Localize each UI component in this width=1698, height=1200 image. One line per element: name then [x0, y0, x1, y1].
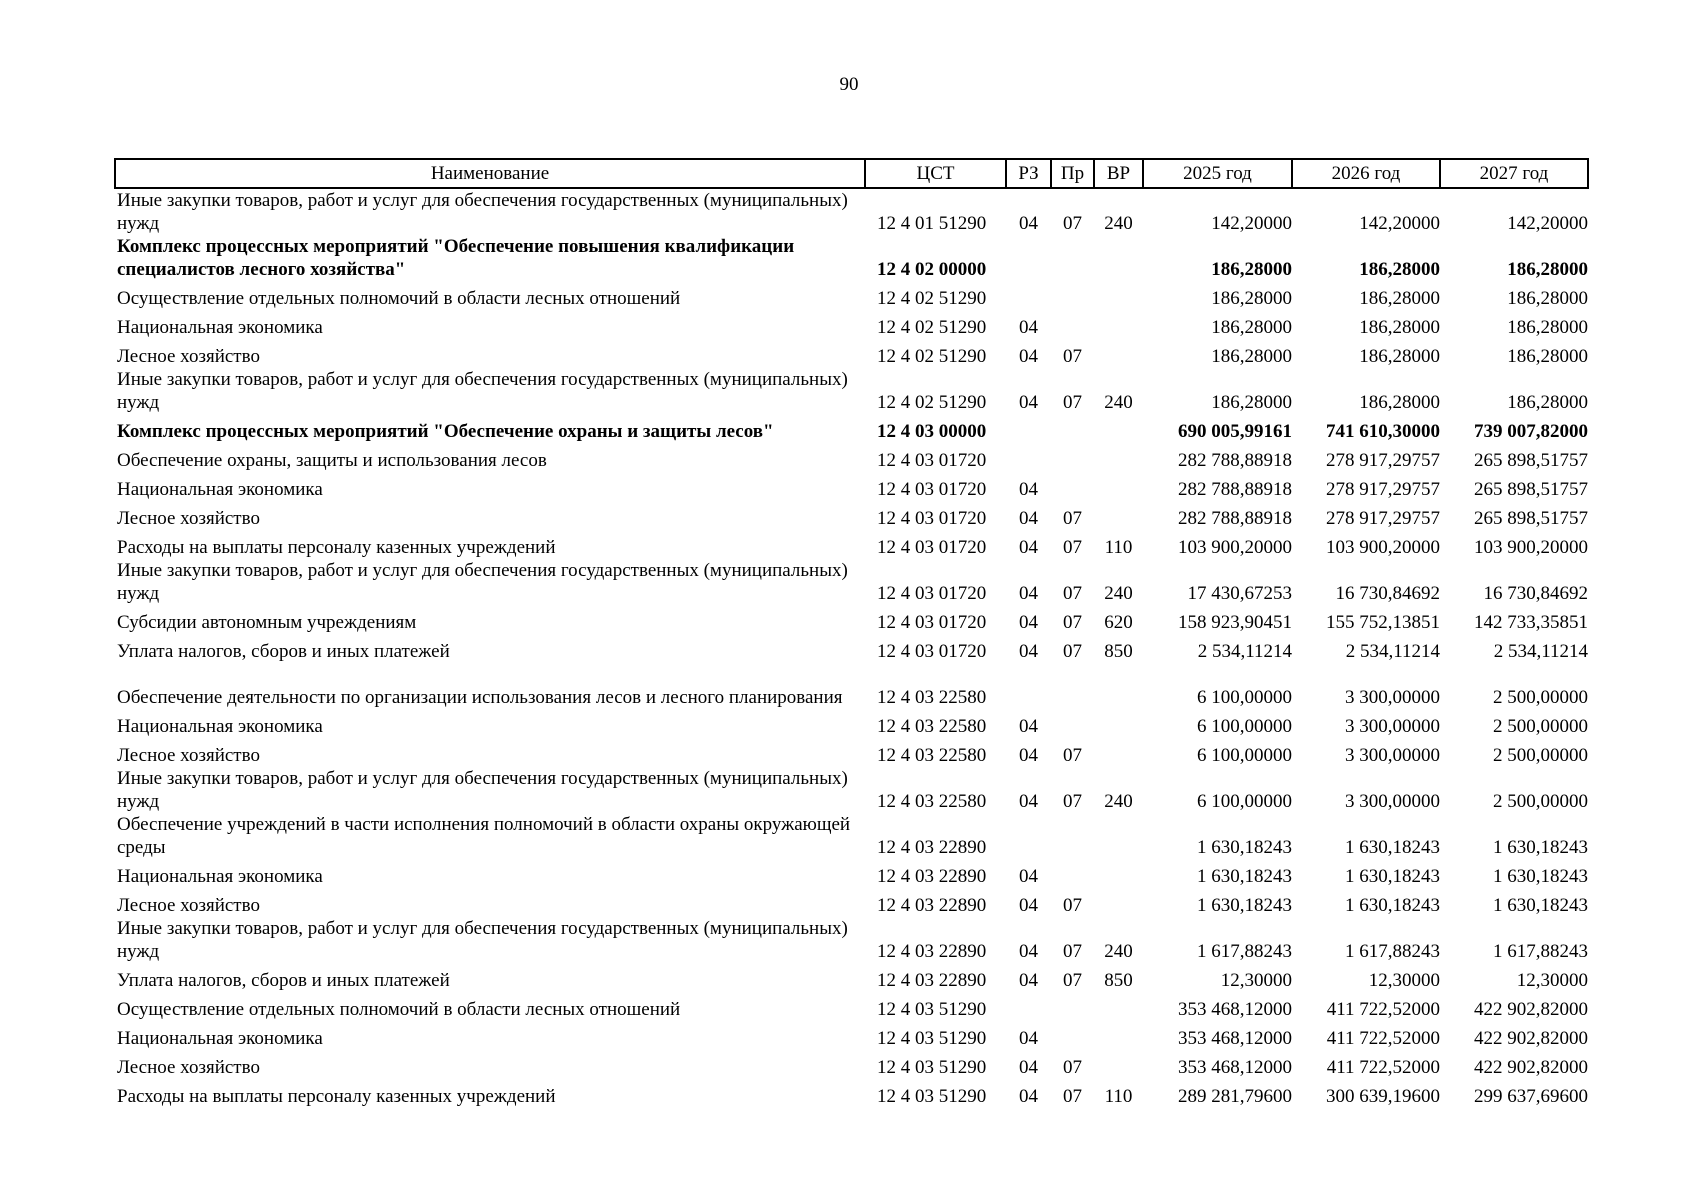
cell-2026: 3 300,00000 [1345, 745, 1440, 766]
cell-2025: 186,28000 [1211, 317, 1292, 338]
cell-2025: 353 468,12000 [1178, 1028, 1292, 1049]
cell-cst: 12 4 02 51290 [877, 392, 987, 413]
cell-2026: 741 610,30000 [1326, 421, 1440, 442]
cell-2027: 1 630,18243 [1493, 895, 1588, 916]
cell-name: Обеспечение деятельности по организации использования лесов и лесного планирования [117, 687, 843, 708]
cell-pr [1051, 709, 1094, 738]
table-row [115, 1021, 1588, 1050]
cell-pr: 07 [1063, 970, 1082, 991]
header-pr: Пр [1051, 159, 1094, 188]
cell-cst: 12 4 03 01720 [877, 612, 987, 633]
cell-2026: 411 722,52000 [1326, 999, 1440, 1020]
cell-rz: 04 [1019, 641, 1038, 662]
cell-2026: 155 752,13851 [1326, 612, 1440, 633]
cell-name: Осуществление отдельных полномочий в области лесных отношений [117, 288, 681, 309]
cell-2025: 6 100,00000 [1197, 716, 1292, 737]
cell-rz: 04 [1019, 745, 1038, 766]
cell-2027: 422 902,82000 [1474, 1028, 1588, 1049]
table-row [115, 368, 1588, 414]
cell-rz: 04 [1019, 1086, 1038, 1107]
cell-name: Иные закупки товаров, работ и услуг для обеспечения государственных (муниципальных) нужд [117, 918, 848, 962]
table-header-row [115, 159, 1588, 188]
cell-name: Комплекс процессных мероприятий "Обеспечение охраны и защиты лесов" [117, 421, 774, 442]
cell-cst: 12 4 02 51290 [877, 288, 987, 309]
cell-2026: 12,30000 [1368, 970, 1440, 991]
cell-2027: 265 898,51757 [1474, 508, 1588, 529]
cell-name: Уплата налогов, сборов и иных платежей [117, 641, 450, 662]
cell-pr [1051, 663, 1094, 709]
cell-rz: 04 [1019, 941, 1038, 962]
cell-rz: 04 [1019, 612, 1038, 633]
cell-vr [1094, 859, 1143, 888]
cell-2026: 278 917,29757 [1326, 508, 1440, 529]
cell-2027: 142 733,35851 [1474, 612, 1588, 633]
cell-2025: 12,30000 [1220, 970, 1292, 991]
cell-rz: 04 [1019, 213, 1038, 234]
table-row [115, 472, 1588, 501]
cell-2026: 3 300,00000 [1345, 687, 1440, 708]
cell-pr [1051, 472, 1094, 501]
cell-vr: 110 [1104, 1086, 1133, 1107]
cell-pr [1051, 813, 1094, 859]
header-cst: ЦСТ [865, 159, 1006, 188]
cell-rz: 04 [1019, 1057, 1038, 1078]
table-row [115, 1050, 1588, 1079]
cell-2026: 16 730,84692 [1335, 583, 1440, 604]
cell-2025: 282 788,88918 [1178, 508, 1292, 529]
cell-2025: 6 100,00000 [1197, 687, 1292, 708]
cell-2025: 2 534,11214 [1197, 641, 1292, 662]
cell-2026: 2 534,11214 [1345, 641, 1440, 662]
cell-vr [1094, 472, 1143, 501]
cell-vr [1094, 738, 1143, 767]
cell-rz: 04 [1019, 537, 1038, 558]
cell-cst: 12 4 02 51290 [877, 317, 987, 338]
cell-2026: 300 639,19600 [1326, 1086, 1440, 1107]
cell-rz [1006, 813, 1051, 859]
cell-name: Иные закупки товаров, работ и услуг для обеспечения государственных (муниципальных) нужд [117, 369, 848, 413]
cell-name: Лесное хозяйство [117, 895, 260, 916]
cell-name: Лесное хозяйство [117, 508, 260, 529]
cell-vr [1094, 992, 1143, 1021]
budget-table [114, 158, 1589, 1108]
cell-2026: 1 630,18243 [1345, 895, 1440, 916]
cell-cst: 12 4 03 01720 [877, 537, 987, 558]
cell-2026: 186,28000 [1359, 392, 1440, 413]
cell-2026: 1 617,88243 [1345, 941, 1440, 962]
cell-vr [1094, 663, 1143, 709]
cell-2026: 103 900,20000 [1326, 537, 1440, 558]
cell-pr [1051, 310, 1094, 339]
cell-2025: 186,28000 [1211, 259, 1292, 280]
cell-pr: 07 [1063, 612, 1082, 633]
table-row [115, 235, 1588, 281]
cell-2027: 2 500,00000 [1493, 716, 1588, 737]
cell-2027: 1 630,18243 [1493, 837, 1588, 858]
cell-2025: 282 788,88918 [1178, 479, 1292, 500]
cell-2025: 1 617,88243 [1197, 941, 1292, 962]
cell-cst: 12 4 03 22580 [877, 716, 987, 737]
cell-name: Иные закупки товаров, работ и услуг для обеспечения государственных (муниципальных) нужд [117, 560, 848, 604]
cell-name: Лесное хозяйство [117, 346, 260, 367]
cell-name: Лесное хозяйство [117, 745, 260, 766]
cell-2027: 299 637,69600 [1474, 1086, 1588, 1107]
cell-rz: 04 [1019, 508, 1038, 529]
header-vr: ВР [1094, 159, 1143, 188]
cell-2026: 3 300,00000 [1345, 791, 1440, 812]
cell-2027: 422 902,82000 [1474, 1057, 1588, 1078]
cell-pr: 07 [1063, 508, 1082, 529]
cell-vr [1094, 1021, 1143, 1050]
cell-vr [1094, 443, 1143, 472]
cell-pr: 07 [1063, 392, 1082, 413]
cell-name: Комплекс процессных мероприятий "Обеспечение повышения квалификации специалистов лесного хозяйства" [117, 236, 795, 280]
cell-rz: 04 [1019, 479, 1038, 500]
cell-cst: 12 4 03 01720 [877, 641, 987, 662]
cell-2027: 1 630,18243 [1493, 866, 1588, 887]
cell-2025: 6 100,00000 [1197, 791, 1292, 812]
cell-name: Расходы на выплаты персоналу казенных учреждений [117, 1086, 556, 1107]
cell-name: Иные закупки товаров, работ и услуг для обеспечения государственных (муниципальных) нужд [117, 190, 848, 234]
cell-name: Уплата налогов, сборов и иных платежей [117, 970, 450, 991]
cell-vr [1094, 1050, 1143, 1079]
cell-cst: 12 4 03 22580 [877, 791, 987, 812]
cell-rz [1006, 281, 1051, 310]
cell-pr [1051, 859, 1094, 888]
header-rz: РЗ [1006, 159, 1051, 188]
table-row [115, 188, 1588, 235]
cell-2027: 186,28000 [1507, 346, 1588, 367]
table-row [115, 443, 1588, 472]
cell-cst: 12 4 03 22890 [877, 970, 987, 991]
cell-name: Субсидии автономным учреждениям [117, 612, 417, 633]
cell-rz: 04 [1019, 791, 1038, 812]
cell-pr: 07 [1063, 1086, 1082, 1107]
cell-cst: 12 4 03 22890 [877, 866, 987, 887]
cell-2025: 289 281,79600 [1178, 1086, 1292, 1107]
cell-2025: 186,28000 [1211, 288, 1292, 309]
cell-pr: 07 [1063, 213, 1082, 234]
cell-rz: 04 [1019, 583, 1038, 604]
cell-cst: 12 4 03 51290 [877, 1086, 987, 1107]
cell-2027: 186,28000 [1507, 259, 1588, 280]
cell-cst: 12 4 03 22580 [877, 687, 987, 708]
table-row [115, 888, 1588, 917]
cell-2027: 1 617,88243 [1493, 941, 1588, 962]
cell-2027: 739 007,82000 [1474, 421, 1588, 442]
cell-vr [1094, 501, 1143, 530]
cell-pr [1051, 414, 1094, 443]
cell-2027: 186,28000 [1507, 288, 1588, 309]
page-number: 90 [839, 74, 859, 95]
cell-name: Лесное хозяйство [117, 1057, 260, 1078]
cell-2026: 186,28000 [1359, 317, 1440, 338]
cell-cst: 12 4 02 51290 [877, 346, 987, 367]
cell-cst: 12 4 03 01720 [877, 450, 987, 471]
cell-2026: 411 722,52000 [1326, 1057, 1440, 1078]
cell-rz [1006, 414, 1051, 443]
cell-pr: 07 [1063, 641, 1082, 662]
cell-cst: 12 4 01 51290 [877, 213, 987, 234]
cell-cst: 12 4 03 22580 [877, 745, 987, 766]
cell-2026: 1 630,18243 [1345, 837, 1440, 858]
cell-name: Осуществление отдельных полномочий в области лесных отношений [117, 999, 681, 1020]
cell-2027: 2 534,11214 [1493, 641, 1588, 662]
header-2025: 2025 год [1143, 159, 1292, 188]
cell-2026: 278 917,29757 [1326, 450, 1440, 471]
cell-cst: 12 4 03 51290 [877, 999, 987, 1020]
cell-2026: 142,20000 [1359, 213, 1440, 234]
cell-2026: 411 722,52000 [1326, 1028, 1440, 1049]
cell-2026: 3 300,00000 [1345, 716, 1440, 737]
cell-name: Национальная экономика [117, 716, 323, 737]
cell-cst: 12 4 03 51290 [877, 1057, 987, 1078]
cell-pr [1051, 992, 1094, 1021]
cell-rz [1006, 443, 1051, 472]
cell-2025: 186,28000 [1211, 392, 1292, 413]
cell-rz [1006, 992, 1051, 1021]
cell-rz: 04 [1019, 716, 1038, 737]
cell-vr [1094, 888, 1143, 917]
cell-2027: 103 900,20000 [1474, 537, 1588, 558]
cell-2025: 17 430,67253 [1187, 583, 1292, 604]
cell-pr: 07 [1063, 745, 1082, 766]
table-row [115, 634, 1588, 663]
cell-pr [1051, 1021, 1094, 1050]
cell-vr [1094, 709, 1143, 738]
cell-cst: 12 4 03 51290 [877, 1028, 987, 1049]
cell-2025: 353 468,12000 [1178, 1057, 1292, 1078]
table-row [115, 1079, 1588, 1108]
cell-vr: 240 [1104, 583, 1133, 604]
cell-name: Национальная экономика [117, 1028, 323, 1049]
cell-2025: 1 630,18243 [1197, 895, 1292, 916]
cell-2025: 186,28000 [1211, 346, 1292, 367]
cell-cst: 12 4 03 22890 [877, 837, 987, 858]
cell-cst: 12 4 03 22890 [877, 941, 987, 962]
cell-vr: 620 [1104, 612, 1133, 633]
cell-2027: 265 898,51757 [1474, 479, 1588, 500]
cell-pr: 07 [1063, 791, 1082, 812]
cell-name: Расходы на выплаты персоналу казенных учреждений [117, 537, 556, 558]
cell-rz [1006, 663, 1051, 709]
cell-2026: 186,28000 [1359, 346, 1440, 367]
cell-2025: 690 005,99161 [1178, 421, 1292, 442]
cell-rz: 04 [1019, 317, 1038, 338]
cell-2025: 158 923,90451 [1178, 612, 1292, 633]
cell-2025: 353 468,12000 [1178, 999, 1292, 1020]
cell-2027: 142,20000 [1507, 213, 1588, 234]
cell-pr: 07 [1063, 346, 1082, 367]
table-row [115, 501, 1588, 530]
cell-2027: 422 902,82000 [1474, 999, 1588, 1020]
cell-rz: 04 [1019, 895, 1038, 916]
table-row [115, 339, 1588, 368]
table-row [115, 530, 1588, 559]
cell-2027: 2 500,00000 [1493, 791, 1588, 812]
cell-name: Иные закупки товаров, работ и услуг для обеспечения государственных (муниципальных) нужд [117, 768, 848, 812]
cell-2025: 282 788,88918 [1178, 450, 1292, 471]
cell-name: Национальная экономика [117, 479, 323, 500]
cell-rz: 04 [1019, 392, 1038, 413]
table-row [115, 605, 1588, 634]
cell-vr: 240 [1104, 791, 1133, 812]
cell-2027: 186,28000 [1507, 317, 1588, 338]
cell-cst: 12 4 03 00000 [877, 421, 987, 442]
table-row [115, 559, 1588, 605]
table-row [115, 992, 1588, 1021]
table-row [115, 310, 1588, 339]
cell-vr: 110 [1104, 537, 1133, 558]
cell-2025: 1 630,18243 [1197, 837, 1292, 858]
table-row [115, 281, 1588, 310]
cell-cst: 12 4 03 01720 [877, 479, 987, 500]
cell-vr: 240 [1104, 213, 1133, 234]
cell-name: Обеспечение учреждений в части исполнения полномочий в области охраны окружающей среды [117, 814, 851, 858]
header-2027: 2027 год [1440, 159, 1588, 188]
cell-pr: 07 [1063, 583, 1082, 604]
cell-pr [1051, 281, 1094, 310]
table-row [115, 709, 1588, 738]
table-row [115, 414, 1588, 443]
cell-rz: 04 [1019, 1028, 1038, 1049]
table-row [115, 738, 1588, 767]
cell-2025: 6 100,00000 [1197, 745, 1292, 766]
cell-vr: 850 [1104, 970, 1133, 991]
cell-2027: 16 730,84692 [1483, 583, 1588, 604]
cell-2027: 186,28000 [1507, 392, 1588, 413]
cell-2027: 12,30000 [1516, 970, 1588, 991]
cell-rz: 04 [1019, 346, 1038, 367]
header-2026: 2026 год [1292, 159, 1440, 188]
cell-2027: 2 500,00000 [1493, 687, 1588, 708]
cell-vr: 850 [1104, 641, 1133, 662]
table-row [115, 859, 1588, 888]
cell-vr [1094, 281, 1143, 310]
cell-pr: 07 [1063, 941, 1082, 962]
table-row [115, 813, 1588, 859]
cell-pr [1051, 235, 1094, 281]
cell-vr [1094, 339, 1143, 368]
cell-2026: 186,28000 [1359, 259, 1440, 280]
table-row [115, 767, 1588, 813]
cell-vr [1094, 310, 1143, 339]
cell-rz: 04 [1019, 970, 1038, 991]
table-row [115, 663, 1588, 709]
cell-pr: 07 [1063, 537, 1082, 558]
cell-2025: 103 900,20000 [1178, 537, 1292, 558]
cell-name: Национальная экономика [117, 866, 323, 887]
cell-pr: 07 [1063, 895, 1082, 916]
cell-cst: 12 4 03 01720 [877, 508, 987, 529]
table-row [115, 963, 1588, 992]
cell-vr: 240 [1104, 941, 1133, 962]
header-name: Наименование [115, 159, 865, 188]
cell-cst: 12 4 03 01720 [877, 583, 987, 604]
cell-2026: 1 630,18243 [1345, 866, 1440, 887]
cell-name: Национальная экономика [117, 317, 323, 338]
cell-vr [1094, 235, 1143, 281]
cell-vr [1094, 414, 1143, 443]
cell-pr: 07 [1063, 1057, 1082, 1078]
cell-cst: 12 4 03 22890 [877, 895, 987, 916]
cell-2025: 1 630,18243 [1197, 866, 1292, 887]
cell-cst: 12 4 02 00000 [877, 259, 987, 280]
cell-2025: 142,20000 [1211, 213, 1292, 234]
cell-vr: 240 [1104, 392, 1133, 413]
cell-name: Обеспечение охраны, защиты и использования лесов [117, 450, 547, 471]
cell-pr [1051, 443, 1094, 472]
cell-2026: 278 917,29757 [1326, 479, 1440, 500]
cell-2027: 2 500,00000 [1493, 745, 1588, 766]
cell-vr [1094, 813, 1143, 859]
table-row [115, 917, 1588, 963]
cell-rz [1006, 235, 1051, 281]
cell-2026: 186,28000 [1359, 288, 1440, 309]
cell-2027: 265 898,51757 [1474, 450, 1588, 471]
cell-rz: 04 [1019, 866, 1038, 887]
